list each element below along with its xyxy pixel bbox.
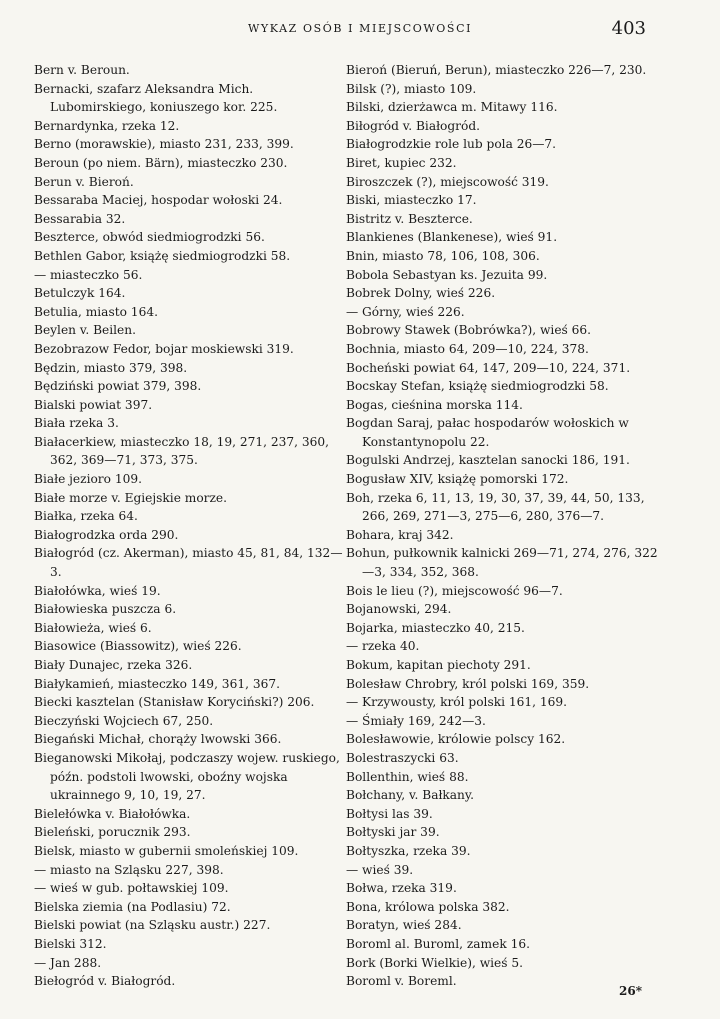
index-entry: Bobrek Dolny, wieś 226. — [346, 286, 496, 301]
index-entry: Białogród (cz. Akerman), miasto 45, 81, 84, 132—3. — [34, 546, 343, 580]
index-entry: Bołtyszka, rzeka 39. — [346, 843, 471, 858]
index-entry: — rzeka 40. — [346, 639, 420, 654]
index-entry: Bochnia, miasto 64, 209—10, 224, 378. — [346, 341, 589, 356]
index-entry: Boroml al. Buroml, zamek 16. — [346, 936, 530, 951]
index-entry: Bois le lieu (?), miejscowość 96—7. — [346, 583, 563, 598]
index-entry: Bieczyński Wojciech 67, 250. — [34, 713, 214, 728]
index-entry: Bobola Sebastyan ks. Jezuita 99. — [346, 267, 548, 282]
index-entry: Boratyn, wieś 284. — [346, 918, 462, 933]
index-entry: Biełogród v. Białogród. — [34, 974, 176, 989]
page-header — [0, 18, 720, 44]
index-entry: Bocheński powiat 64, 147, 209—10, 224, 371. — [346, 360, 631, 375]
index-entry: Bołtysi las 39. — [346, 806, 433, 821]
index-entry: Bolestraszycki 63. — [346, 750, 459, 765]
index-column-left — [34, 61, 352, 991]
index-entry: — wieś 39. — [346, 862, 414, 877]
index-entry: Bojarka, miasteczko 40, 215. — [346, 620, 525, 635]
index-entry: Biały Dunajec, rzeka 326. — [34, 658, 193, 672]
index-entry: Bern v. Beroun. — [34, 63, 130, 77]
index-entry: Bołchany, v. Bałkany. — [346, 788, 475, 803]
index-entry: Bieganowski Mikołaj, podczaszy wojew. ruskiego, późn. podstoli lwowski, oboźny wojska ukrainnego 9, 10, 19, 27. — [34, 750, 340, 803]
index-entry: Białe jezioro 109. — [34, 472, 142, 487]
index-entry: Bokum, kapitan piechoty 291. — [346, 658, 531, 672]
index-entry: Biret, kupiec 232. — [346, 155, 457, 170]
index-column-right — [346, 61, 658, 991]
index-entry: Bielełówka v. Białołówka. — [34, 806, 191, 821]
index-entry: Biała rzeka 3. — [34, 416, 119, 431]
index-entry: Bialski powiat 397. — [34, 397, 153, 412]
index-entry: — Górny, wieś 226. — [346, 304, 465, 319]
index-entry: — Jan 288. — [34, 955, 102, 970]
index-entry: Bogdan Saraj, pałac hospodarów wołoskich w Konstantynopolu 22. — [346, 416, 629, 449]
index-entry: Bołtyski jar 39. — [346, 825, 440, 840]
index-entry: Blankienes (Blankenese), wieś 91. — [346, 230, 558, 245]
index-entry: Bielska ziemia (na Podlasiu) 72. — [34, 899, 231, 914]
index-entry: Bohara, kraj 342. — [346, 527, 454, 542]
index-entry: Bojanowski, 294. — [346, 602, 452, 617]
index-entry: Bethlen Gabor, książę siedmiogrodzki 58. — [34, 248, 291, 263]
index-entry: Będzin, miasto 379, 398. — [34, 360, 188, 375]
index-entry: Bogusław XIV, książę pomorski 172. — [346, 472, 569, 487]
index-entry: Bessaraba Maciej, hospodar wołoski 24. — [34, 193, 283, 208]
index-entry: Biski, miasteczko 17. — [346, 193, 477, 208]
index-entry: Białykamień, miasteczko 149, 361, 367. — [34, 676, 280, 691]
index-entry: Boroml v. Boreml. — [346, 974, 457, 989]
index-entry: Będziński powiat 379, 398. — [34, 379, 202, 394]
index-entry: Bork (Borki Wielkie), wieś 5. — [346, 955, 524, 970]
index-entry: Biłogród v. Białogród. — [346, 118, 481, 133]
index-entry: Bobrowy Stawek (Bobrówka?), wieś 66. — [346, 323, 592, 338]
index-entry: Bernardynka, rzeka 12. — [34, 118, 180, 133]
index-entry: Białowieża, wieś 6. — [34, 620, 152, 635]
index-entry: Białogrodzka orda 290. — [34, 527, 179, 542]
index-entry: Białka, rzeka 64. — [34, 509, 138, 524]
index-entry: Beylen v. Beilen. — [34, 323, 136, 338]
index-entry: Białe morze v. Egiejskie morze. — [34, 490, 228, 505]
index-entry: Bistritz v. Beszterce. — [346, 211, 473, 226]
index-entry: Bogas, cieśnina morska 114. — [346, 397, 523, 412]
index-entry: Bielski powiat (na Szląsku austr.) 227. — [34, 918, 271, 933]
index-entry: — miasteczko 56. — [34, 267, 143, 282]
index-entry: Bernacki, szafarz Aleksandra Mich. Lubomirskiego, koniuszego kor. 225. — [34, 81, 278, 115]
index-entry: Białacerkiew, miasteczko 18, 19, 271, 237, 360, 362, 369—71, 373, 375. — [34, 434, 330, 468]
index-entry: Bilsk (?), miasto 109. — [346, 81, 477, 96]
index-entry: Betulczyk 164. — [34, 286, 126, 301]
index-entry: Bessarabia 32. — [34, 211, 126, 226]
index-entry: Biecki kasztelan (Stanisław Koryciński?) 206. — [34, 695, 315, 710]
index-entry: Biroszczek (?), miejscowość 319. — [346, 174, 549, 189]
index-entry: Białołówka, wieś 19. — [34, 583, 161, 598]
index-entry: Bolesław Chrobry, król polski 169, 359. — [346, 676, 590, 691]
index-entry: Berno (morawskie), miasto 231, 233, 399. — [34, 137, 294, 152]
index-entry: Bona, królowa polska 382. — [346, 899, 510, 914]
index-entry: Berun v. Bieroń. — [34, 174, 134, 189]
index-entry: Bielsk, miasto w gubernii smoleńskiej 109. — [34, 843, 299, 858]
index-entry: Bezobrazow Fedor, bojar moskiewski 319. — [34, 341, 294, 356]
index-entry: Bieleński, porucznik 293. — [34, 825, 191, 840]
index-entry: Bołwa, rzeka 319. — [346, 881, 457, 896]
index-entry: — miasto na Szląsku 227, 398. — [34, 862, 224, 877]
index-entry: Biasowice (Biassowitz), wieś 226. — [34, 639, 242, 654]
index-entry: Boh, rzeka 6, 11, 13, 19, 30, 37, 39, 44, 50, 133, 266, 269, 271—3, 275—6, 280, 376—7. — [346, 490, 645, 524]
index-entry: — Śmiały 169, 242—3. — [346, 713, 486, 728]
index-entry: Bnin, miasto 78, 106, 108, 306. — [346, 248, 540, 263]
index-entry: Bohun, pułkownik kalnicki 269—71, 274, 276, 322—3, 334, 352, 368. — [346, 546, 658, 580]
index-entry: Białowieska puszcza 6. — [34, 602, 177, 617]
index-entry: Bolesławowie, królowie polscy 162. — [346, 732, 566, 747]
index-entry: Biegański Michał, chorąży lwowski 366. — [34, 732, 282, 747]
index-entry: — wieś w gub. połtawskiej 109. — [34, 881, 229, 896]
index-entry: — Krzywousty, król polski 161, 169. — [346, 695, 567, 710]
index-entry: Bilski, dzierżawca m. Mitawy 116. — [346, 100, 558, 115]
index-entry: Białogrodzkie role lub pola 26—7. — [346, 137, 557, 152]
index-entry: Betulia, miasto 164. — [34, 304, 158, 319]
index-entry: Bogulski Andrzej, kasztelan sanocki 186, 191. — [346, 453, 630, 468]
index-entry: Beszterce, obwód siedmiogrodzki 56. — [34, 230, 265, 245]
index-entry: Bocskay Stefan, książę siedmiogrodzki 58. — [346, 379, 609, 394]
index-entry: Bielski 312. — [34, 936, 107, 951]
index-entry: Beroun (po niem. Bärn), miasteczko 230. — [34, 155, 288, 170]
running-title: WYKAZ OSÓB I MIEJSCOWOŚCI — [247, 22, 473, 35]
index-entry: Bollenthin, wieś 88. — [346, 769, 469, 784]
index-entry: Bieroń (Bieruń, Berun), miasteczko 226—7, 230. — [346, 63, 647, 77]
page-number: 403 — [611, 18, 646, 39]
printer-signature: 26* — [619, 984, 642, 998]
